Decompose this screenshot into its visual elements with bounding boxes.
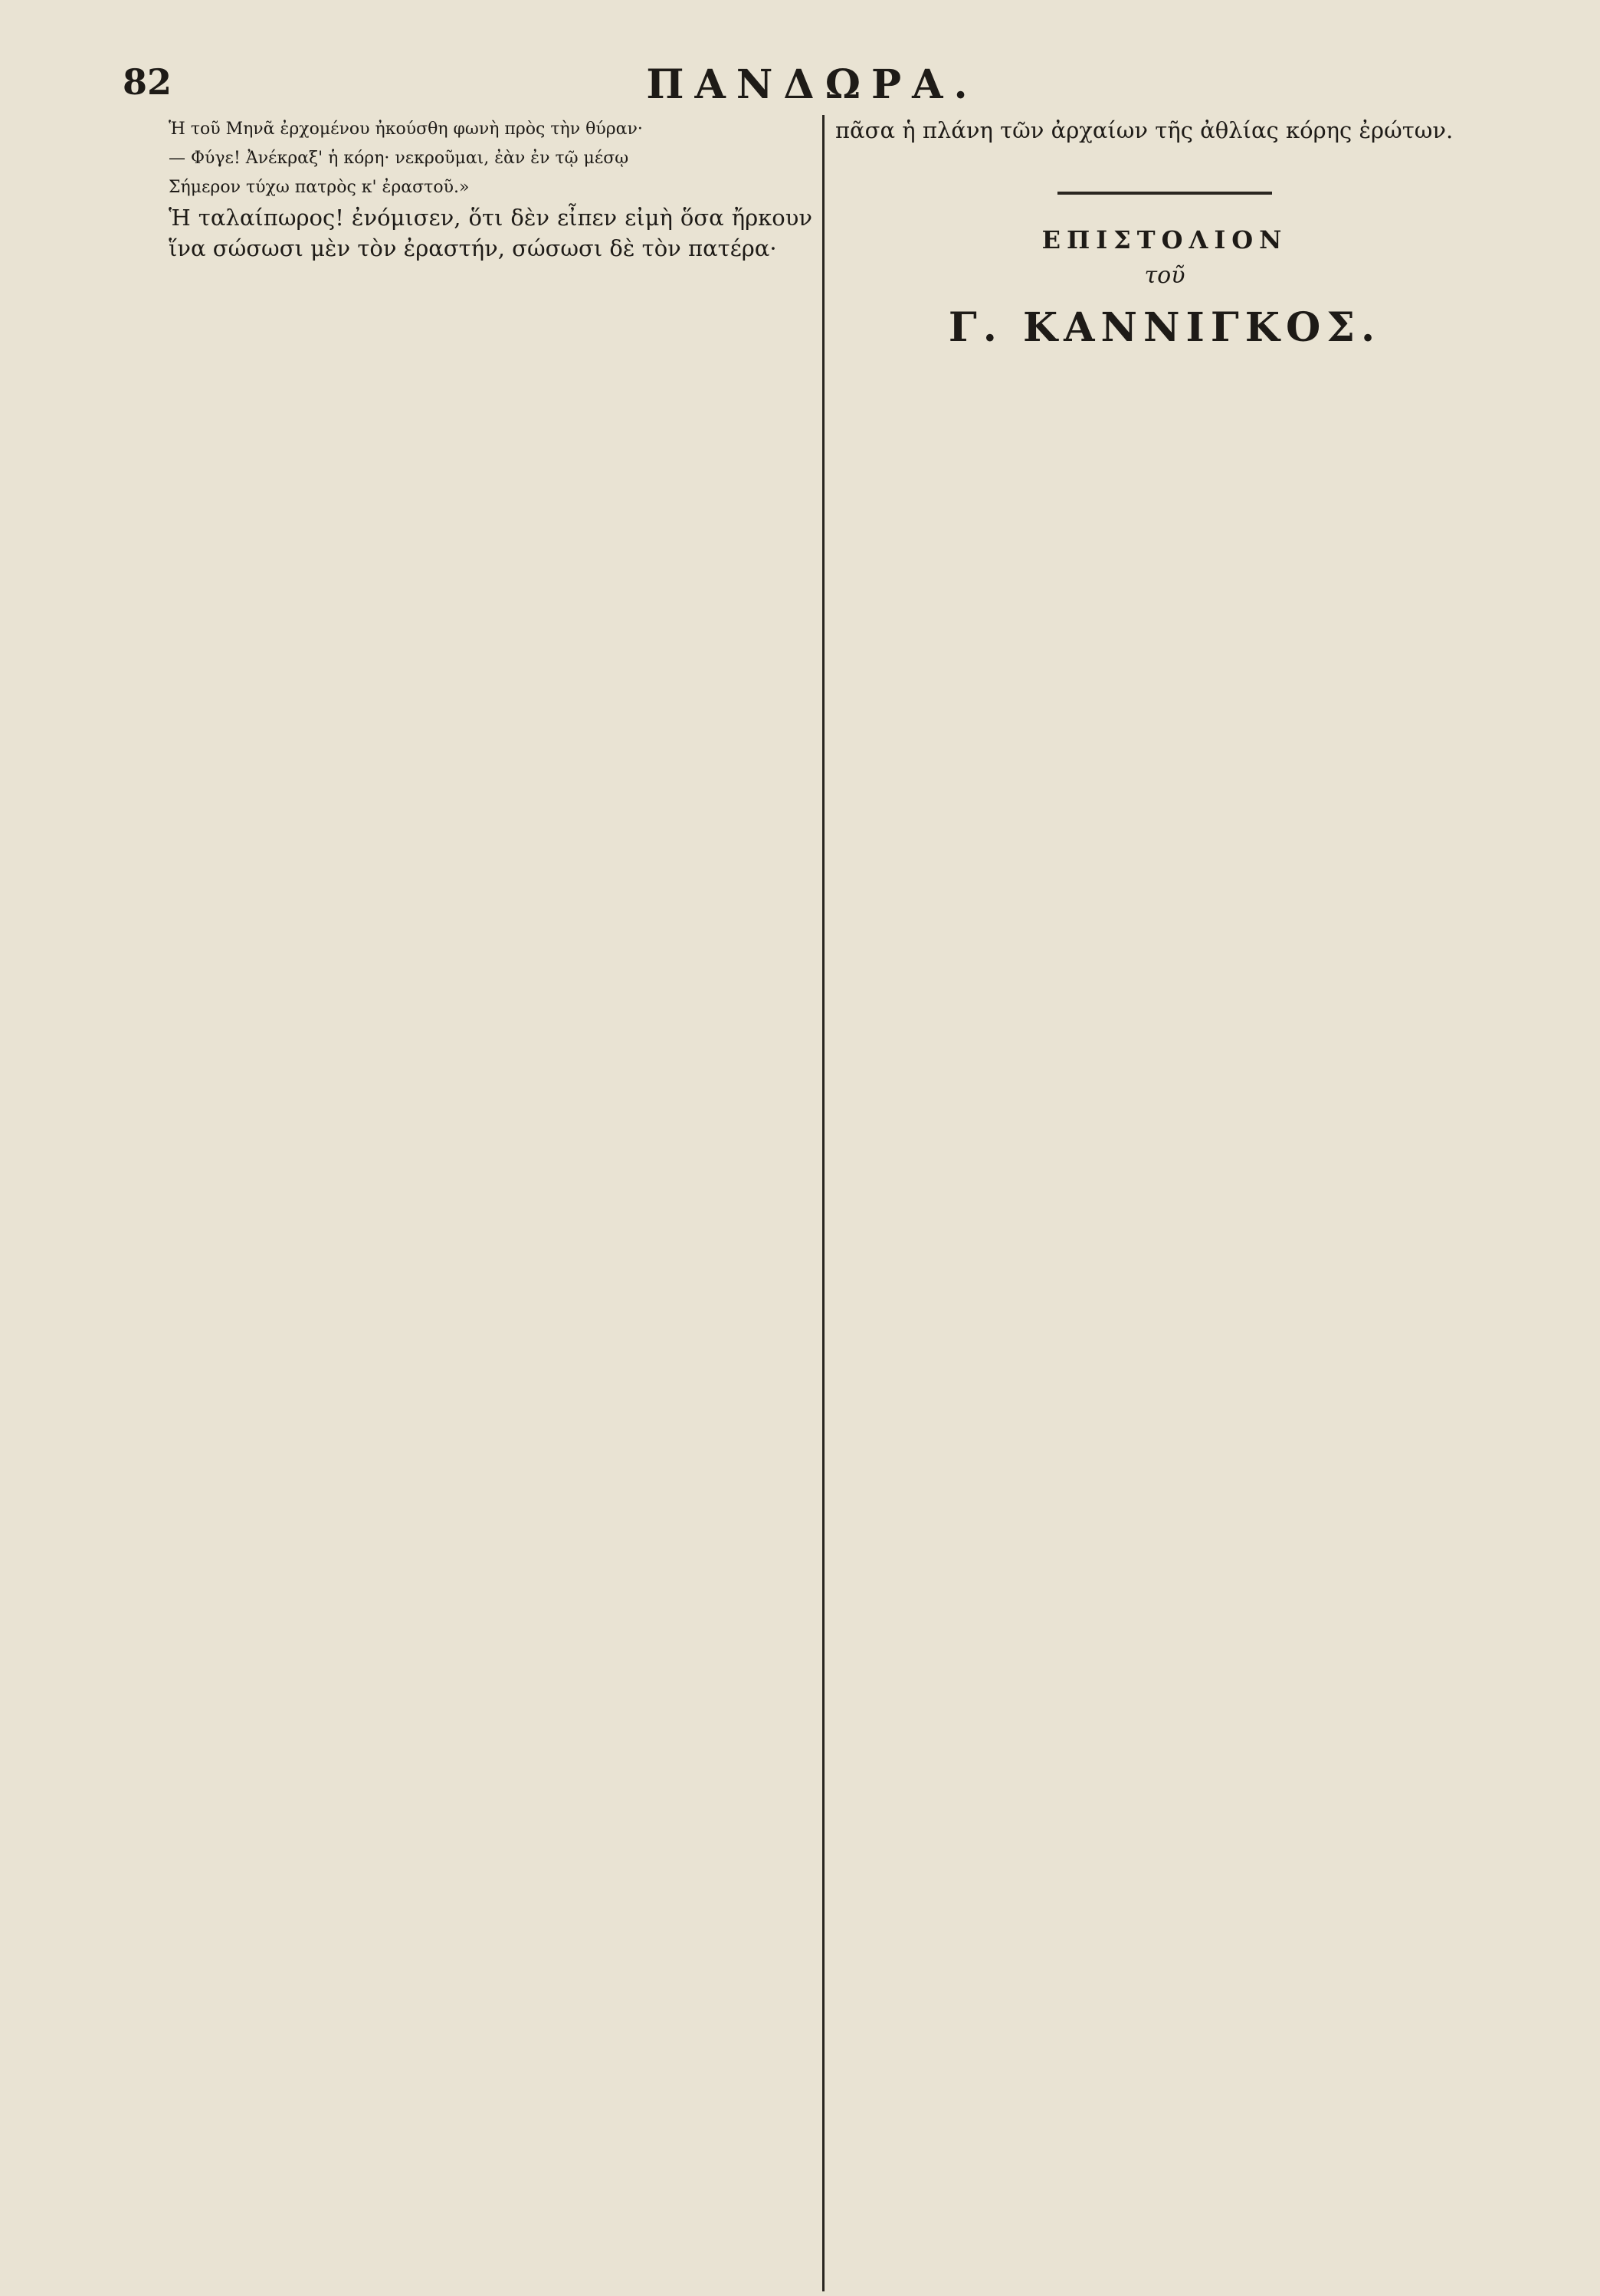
verse-line: Σήμερον τύχω πατρὸς κ' ἐραστοῦ.» <box>169 178 470 197</box>
letter-heading: ΕΠΙΣΤΟΛΙΟΝ <box>1041 225 1288 254</box>
page-header <box>123 61 1502 115</box>
column-divider <box>822 115 825 2291</box>
verse-line: Ἡ τοῦ Μηνᾶ ἐρχομένου ἠκούσθη φωνὴ πρὸς τὴν θύραν· <box>169 120 643 139</box>
section-divider <box>1057 192 1272 195</box>
page-number: 82 <box>123 61 172 103</box>
letter-author: Γ. ΚΑΝΝΙΓΚΟΣ. <box>948 304 1382 351</box>
paragraph: Ἡ ταλαίπωρος! ἐνόμισεν, ὅτι δὲν εἶπεν εἰμὴ ὅσα ἤρκουν ἵνα σώσωσι μὲν τὸν ἐραστήν, σώσωσι δὲ τὸν πατέρα· <box>169 205 812 261</box>
paragraph: πᾶσα ἡ πλάνη τῶν ἀρχαίων τῆς ἀθλίας κόρης ἐρώτων. <box>835 117 1454 143</box>
left-column <box>169 115 812 264</box>
letter-by: τοῦ <box>1144 262 1185 289</box>
right-column <box>835 115 1494 366</box>
magazine-title: ΠΑΝΔΩΡΑ. <box>646 61 979 108</box>
verse-line: — Φύγε! Ἀνέκραξ' ἡ κόρη· νεκροῦμαι, ἐὰν ἐν τῷ μέσῳ <box>169 149 629 168</box>
